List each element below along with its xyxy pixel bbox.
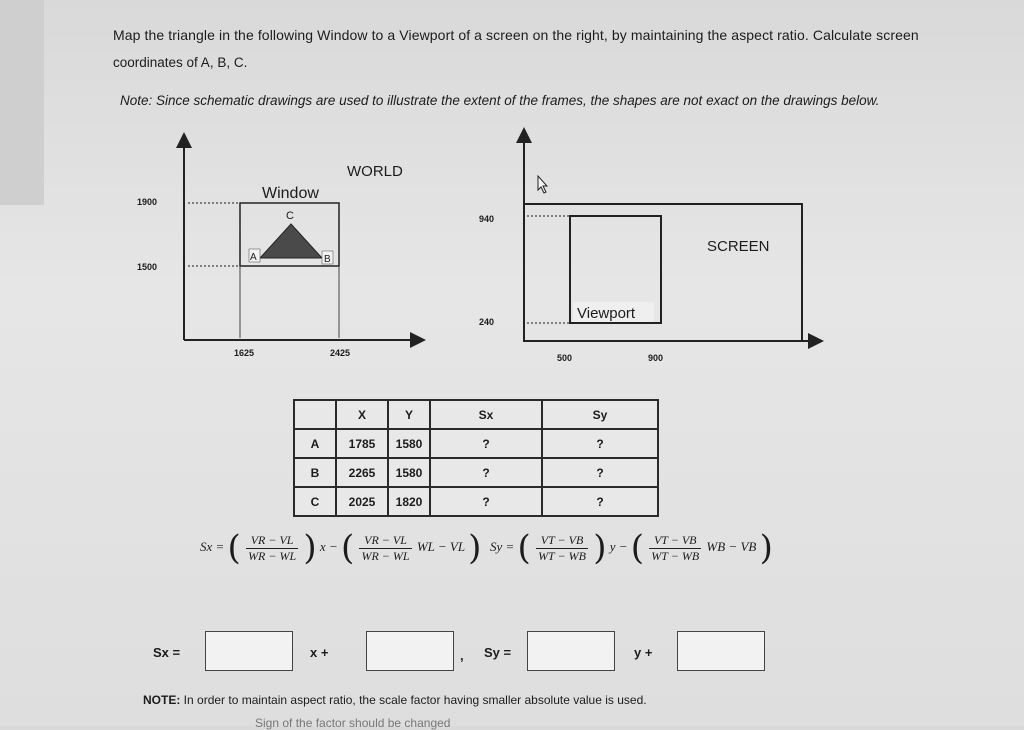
world-ytick-1900: 1900	[137, 197, 158, 207]
table-header-cell: Y	[388, 400, 430, 429]
table-header-cell: X	[336, 400, 388, 429]
sy-answer-label: Sy =	[484, 645, 512, 660]
table-cell: ?	[430, 458, 542, 487]
schematic-note: Note: Since schematic drawings are used to illustrate the extent of the frames, the shapes are not exact on the drawings below.	[120, 93, 880, 108]
screen-xtick-500: 500	[557, 353, 573, 363]
x-plus-label: x +	[310, 645, 329, 660]
point-b: B	[324, 254, 331, 265]
table-cell: ?	[542, 487, 658, 516]
table-cell: 1785	[336, 429, 388, 458]
table-cell: 2025	[336, 487, 388, 516]
screen-diagram	[479, 135, 816, 363]
table-cell: 1580	[388, 429, 430, 458]
sx-formula-fraction	[246, 533, 298, 564]
sx-formula-var: x −	[319, 538, 338, 554]
table-cell: C	[294, 487, 336, 516]
world-xtick-1625: 1625	[234, 348, 255, 358]
sy-formula-fraction-2	[649, 533, 701, 564]
aspect-ratio-note	[143, 693, 647, 707]
window-label: Window	[262, 185, 319, 202]
table-cell: ?	[430, 487, 542, 516]
point-c: C	[286, 210, 294, 222]
table-cell: A	[294, 429, 336, 458]
sx-fraction-numerator: VR − VL	[246, 533, 298, 549]
sy-formula: Sy = ( $\frac{VT - VB}{WT - WB}$ ) y − ( $\frac{VT - VB}{WT - WB}$ WB − VB )	[490, 528, 773, 568]
world-diagram	[137, 140, 418, 358]
world-ytick-1500: 1500	[137, 262, 158, 272]
sx-formula-lhs: Sx =	[200, 538, 225, 554]
question-line-2: coordinates of A, B, C.	[113, 55, 248, 70]
sy-formula-var: y −	[609, 538, 628, 554]
screen-rect	[524, 204, 802, 341]
table-header-cell	[294, 400, 336, 429]
table-header-cell: Sx	[430, 400, 542, 429]
coordinates-table	[293, 399, 659, 517]
screen-label: SCREEN	[707, 238, 770, 255]
answer-comma: ,	[460, 648, 464, 663]
world-label: WORLD	[347, 163, 403, 180]
sy-coefficient-input[interactable]	[527, 631, 615, 671]
note-label: NOTE:	[143, 693, 181, 707]
y-plus-label: y +	[634, 645, 653, 660]
table-cell: 2265	[336, 458, 388, 487]
table-cell: B	[294, 458, 336, 487]
sy-formula-fraction	[536, 533, 588, 564]
sy-fraction-denominator: WT − WB	[538, 548, 586, 563]
sx-fraction-denominator: WR − WL	[248, 548, 297, 563]
table-cell: 1580	[388, 458, 430, 487]
sx-formula-tail: WL − VL	[416, 538, 465, 554]
sx-fraction-2-denominator: WR − WL	[361, 548, 410, 563]
question-line-1: Map the triangle in the following Window to a Viewport of a screen on the right, by maintaining the aspect ratio. Calculate screen	[113, 27, 919, 43]
sy-offset-input[interactable]	[677, 631, 765, 671]
screen-xtick-900: 900	[648, 353, 664, 363]
sx-formula-fraction-2	[359, 533, 411, 564]
table-cell: 1820	[388, 487, 430, 516]
cutoff-text: Sign of the factor should be changed	[255, 716, 451, 730]
table-row	[294, 458, 658, 487]
table-header-cell: Sy	[542, 400, 658, 429]
sx-fraction-2-numerator: VR − VL	[359, 533, 411, 549]
sy-fraction-numerator: VT − VB	[536, 533, 588, 549]
table-cell: ?	[542, 429, 658, 458]
sy-formula-tail: WB − VB	[706, 538, 757, 554]
table-cell: ?	[430, 429, 542, 458]
sx-answer-label: Sx =	[153, 645, 181, 660]
sx-offset-input[interactable]	[366, 631, 454, 671]
sx-formula: Sx = ( $\frac{VR - VL}{WR - WL}$ ) x − ( $\frac{VR - VL}{WR - WL}$ WL − VL )	[200, 528, 482, 568]
sy-fraction-2-numerator: VT − VB	[649, 533, 701, 549]
screen-ytick-240: 240	[479, 317, 495, 327]
triangle	[260, 224, 322, 258]
viewport-label: Viewport	[577, 305, 636, 322]
table-row	[294, 429, 658, 458]
sy-fraction-2-denominator: WT − WB	[651, 548, 700, 563]
mouse-cursor-icon	[538, 176, 547, 193]
table-row	[294, 487, 658, 516]
point-a: A	[250, 252, 257, 263]
note-text: In order to maintain aspect ratio, the scale factor having smaller absolute value is used.	[180, 693, 647, 707]
sx-coefficient-input[interactable]	[205, 631, 293, 671]
table-cell: ?	[542, 458, 658, 487]
world-xtick-2425: 2425	[330, 348, 351, 358]
table-header-row	[294, 400, 658, 429]
screen-ytick-940: 940	[479, 214, 495, 224]
sy-formula-lhs: Sy =	[490, 538, 515, 554]
